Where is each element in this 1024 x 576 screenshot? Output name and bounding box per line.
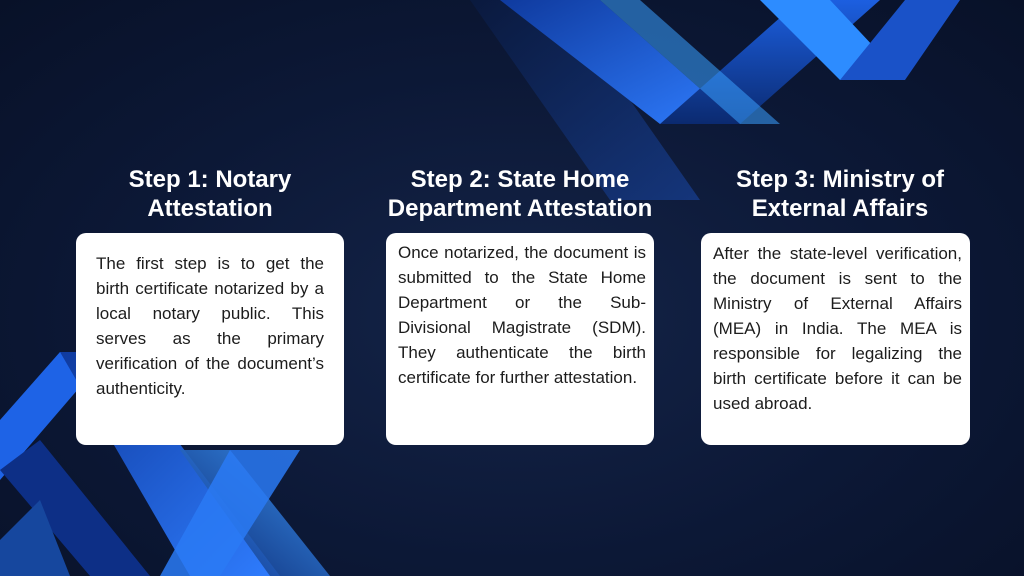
step-2-card <box>386 233 654 445</box>
step-3-title <box>700 165 980 223</box>
step-2-title-line-2: Department Attestation <box>387 195 653 222</box>
step-1-title-line-1: Step 1: Notary <box>128 166 292 193</box>
step-2-title <box>360 165 680 223</box>
step-3-description: After the state-level verification, the document is sent to the Ministry of External Affairs (MEA) in India. The MEA is responsible for legalizing the birth certificate before it can be used abroad. <box>713 244 962 413</box>
step-1-title <box>76 165 344 223</box>
step-1-description: The first step is to get the birth certificate notarized by a local notary public. This serves as the primary verification of the document’s authenticity. <box>96 254 324 398</box>
step-1-title-line-2: Attestation <box>147 195 273 222</box>
step-2-title-line-1: Step 2: State Home <box>410 166 630 193</box>
step-2-description: Once notarized, the document is submitted to the State Home Department or the Sub-Divisional Magistrate (SDM). They authenticate the birth certificate for further attestation. <box>398 243 646 387</box>
step-3-title-line-1: Step 3: Ministry of <box>735 166 945 193</box>
step-1-card <box>76 233 344 445</box>
step-3-title-line-2: External Affairs <box>751 195 929 222</box>
step-3-card <box>701 233 970 445</box>
